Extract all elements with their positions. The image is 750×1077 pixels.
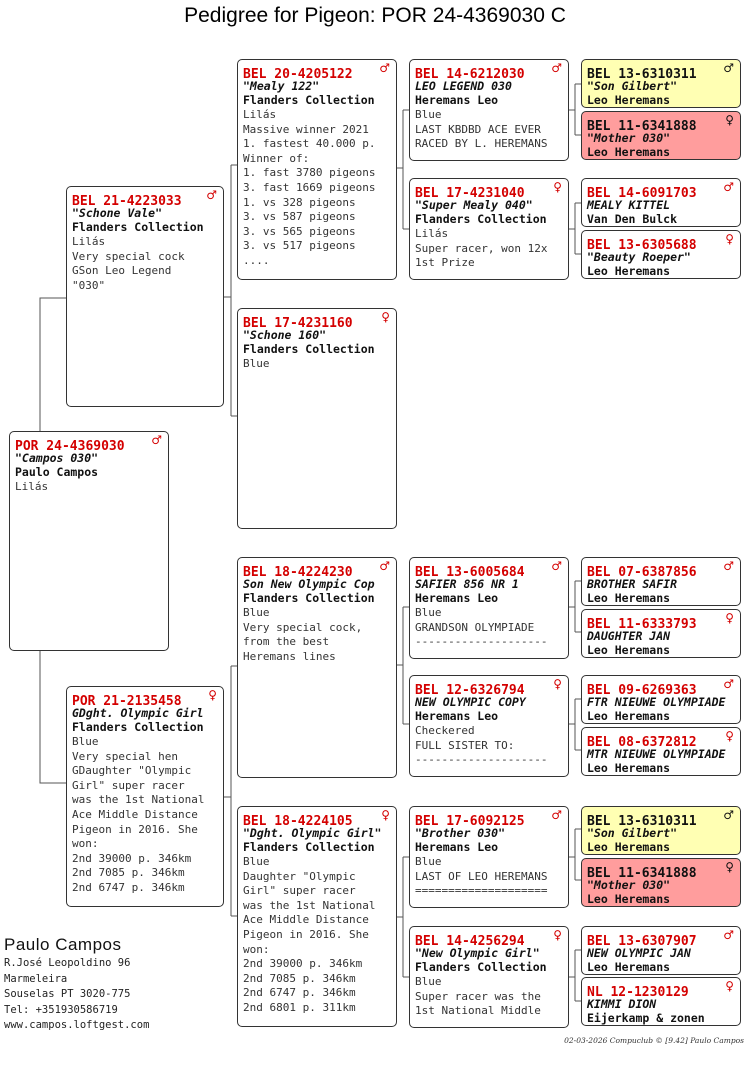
ring-number: NL 12-1230129 [587,985,689,1000]
pigeon-card-gen5-9[interactable] [581,806,741,855]
pigeon-name: "Campos 030" [15,451,99,465]
female-icon: ♀ [725,232,734,246]
pigeon-owner: Flanders Collection [243,591,375,605]
pigeon-card-dd-sire[interactable] [409,806,569,908]
pigeon-card-ss-dam[interactable] [409,178,569,280]
pigeon-note: 2nd 7085 p. 346km [243,971,356,985]
female-icon: ♀ [725,979,734,993]
male-icon: ♂ [551,808,562,822]
pigeon-color: Lilás [15,480,49,493]
pigeon-name: MTR NIEUWE OLYMPIADE [587,747,726,761]
ring-number: BEL 08-6372812 [587,735,697,750]
pigeon-color: Lilás [243,108,277,121]
pigeon-note: .... [243,253,270,267]
breeder-postal: Souselas PT 3020-775 [4,988,131,1000]
pigeon-owner: Leo Heremans [587,264,671,278]
pigeon-note: GSon Leo Legend [72,264,172,278]
pigeon-note: 2nd 39000 p. 346km [243,957,363,971]
pigeon-note: 1. vs 328 pigeons [243,195,356,209]
ring-number: BEL 14-4256294 [415,934,525,949]
pigeon-color: Blue [243,606,270,619]
male-icon: ♂ [723,61,734,75]
pigeon-note: GDaughter "Olympic [72,764,192,778]
pigeon-note: 2nd 6747 p. 346km [243,986,356,1000]
pigeon-card-sire[interactable] [66,186,224,407]
pigeon-card-gen5-1[interactable] [581,59,741,108]
pigeon-note: 3. vs 517 pigeons [243,239,356,253]
pigeon-card-gen5-12[interactable] [581,977,741,1026]
pigeon-color: Blue [415,606,442,619]
pigeon-note: from the best [243,635,330,649]
pigeon-owner: Heremans Leo [415,591,499,605]
pigeon-card-gen5-11[interactable] [581,926,741,975]
pigeon-note: 1st Prize [415,256,475,270]
female-icon: ♀ [725,860,734,874]
pigeon-owner: Flanders Collection [72,220,204,234]
female-icon: ♀ [553,677,562,691]
pigeon-owner: Leo Heremans [587,960,671,974]
pigeon-note: 2nd 39000 p. 346km [72,851,192,865]
pigeon-note: "030" [72,278,106,292]
male-icon: ♂ [379,559,390,573]
pigeon-color: Lilás [72,235,106,248]
male-icon: ♂ [723,180,734,194]
male-icon: ♂ [379,61,390,75]
pigeon-note: Girl" super racer [243,884,356,898]
ring-number: BEL 13-6307907 [587,934,697,949]
pigeon-note: 3. vs 587 pigeons [243,210,356,224]
male-icon: ♂ [206,188,217,202]
pigeon-owner: Leo Heremans [587,643,671,657]
pigeon-owner: Flanders Collection [415,212,547,226]
ring-number: POR 21-2135458 [72,694,182,709]
pigeon-owner: Flanders Collection [72,720,204,734]
pigeon-owner: Leo Heremans [587,93,671,107]
pigeon-note: Ace Middle Distance [72,807,198,821]
pigeon-note: 1st National Middle [415,1004,541,1018]
ring-number: BEL 14-6091703 [587,186,697,201]
pigeon-owner: Flanders Collection [243,342,375,356]
pigeon-color: Blue [72,735,99,748]
female-icon: ♀ [381,808,390,822]
ring-number: BEL 21-4223033 [72,194,182,209]
male-icon: ♂ [723,559,734,573]
pigeon-card-dam[interactable] [66,686,224,907]
pigeon-note: GRANDSON OLYMPIADE [415,620,535,634]
ring-number: BEL 13-6305688 [587,238,697,253]
pigeon-name: SAFIER 856 NR 1 [415,577,519,591]
page-title: Pedigree for Pigeon: POR 24-4369030 C [184,4,566,27]
pigeon-card-gen5-10[interactable] [581,858,741,907]
pigeon-card-gen5-7[interactable] [581,675,741,724]
pigeon-note: -------------------- [415,753,548,767]
ring-number: BEL 09-6269363 [587,683,697,698]
pigeon-note: Pigeon in 2016. She [243,927,369,941]
pigeon-note: 3. fast 1669 pigeons [243,180,376,194]
ring-number: BEL 11-6341888 [587,119,697,134]
pigeon-name: NEW OLYMPIC COPY [415,695,526,709]
pigeon-name: Son New Olympic Cop [243,577,375,591]
pigeon-note: 2nd 6801 p. 311km [243,1000,356,1014]
pigeon-note: 2nd 7085 p. 346km [72,866,185,880]
pigeon-note: Heremans lines [243,649,336,663]
pigeon-note: Winner of: [243,151,310,165]
breeder-name: Paulo Campos [4,935,122,954]
ring-number: BEL 13-6005684 [415,565,525,580]
pigeon-name: "Brother 030" [415,826,506,840]
female-icon: ♀ [553,180,562,194]
pigeon-note: Daughter "Olympic [243,869,356,883]
pigeon-note: 3. vs 565 pigeons [243,224,356,238]
female-icon: ♀ [381,310,390,324]
pigeon-name: "Dght. Olympic Girl" [243,826,382,840]
pigeon-owner: Paulo Campos [15,465,99,479]
male-icon: ♂ [551,559,562,573]
pigeon-name: "Schone Vale" [72,206,163,220]
male-icon: ♂ [723,677,734,691]
ring-number: BEL 13-6310311 [587,814,697,829]
pigeon-name: "Son Gilbert" [587,826,678,840]
pigeon-name: GDght. Olympic Girl [72,706,204,720]
ring-number: BEL 07-6387856 [587,565,697,580]
pigeon-card-gen5-3[interactable] [581,178,741,227]
ring-number: BEL 17-4231160 [243,316,353,331]
pigeon-owner: Flanders Collection [243,93,375,107]
pigeon-owner: Eijerkamp & zonen [587,1011,705,1025]
female-icon: ♀ [725,113,734,127]
pigeon-name: "Schone 160" [243,328,327,342]
pigeon-note: won: [72,837,99,851]
pigeon-name: KIMMI DION [587,997,657,1011]
pigeon-color: Blue [243,855,270,868]
pigeon-note: LAST OF LEO HEREMANS [415,869,548,883]
pigeon-name: "Mealy 122" [243,79,320,93]
male-icon: ♂ [723,808,734,822]
male-icon: ♂ [551,61,562,75]
ring-number: BEL 12-6326794 [415,683,525,698]
pigeon-owner: Leo Heremans [587,840,671,854]
pigeon-card-dam-dam[interactable] [237,806,397,1027]
pigeon-card-ds-sire[interactable] [409,557,569,659]
pigeon-owner: Leo Heremans [587,892,671,906]
pigeon-color: Blue [415,108,442,121]
pigeon-note: Very special cock, [243,620,363,634]
pigeon-name: LEO LEGEND 030 [415,79,512,93]
pigeon-name: BROTHER SAFIR [587,577,678,591]
pigeon-name: "Super Mealy 040" [415,198,533,212]
pigeon-owner: Leo Heremans [587,709,671,723]
pigeon-note: ==================== [415,884,548,898]
breeder-town: Marmeleira [4,972,68,985]
pigeon-owner: Leo Heremans [587,591,671,605]
pigeon-note: Super racer, won 12x [415,241,548,255]
ring-number: BEL 18-4224230 [243,565,353,580]
pigeon-card-gen5-8[interactable] [581,727,741,776]
ring-number: BEL 13-6310311 [587,67,697,82]
female-icon: ♀ [553,928,562,942]
breeder-address: R.José Leopoldino 96 [4,957,131,969]
pigeon-note: Pigeon in 2016. She [72,822,198,836]
pigeon-note: 1. fastest 40.000 p. [243,137,376,151]
pigeon-note: was the 1st National [72,793,205,807]
pigeon-color: Blue [415,975,442,988]
pigeon-note: 1. fast 3780 pigeons [243,166,376,180]
pigeon-note: -------------------- [415,635,548,649]
pigeon-note: was the 1st National [243,898,376,912]
pigeon-color: Lilás [415,227,449,240]
pigeon-card-gen5-4[interactable] [581,230,741,279]
pigeon-name: "Beauty Roeper" [587,250,691,264]
pigeon-owner: Van Den Bulck [587,212,678,226]
pigeon-name: DAUGHTER JAN [587,629,671,643]
breeder-phone: Tel: +351930586719 [4,1003,118,1016]
ring-number: BEL 11-6333793 [587,617,697,632]
breeder-website[interactable]: www.campos.loftgest.com [4,1019,150,1031]
pigeon-name: "Mother 030" [587,131,671,145]
pigeon-card-ds-dam[interactable] [409,675,569,777]
pigeon-note: Girl" super racer [72,778,185,792]
male-icon: ♂ [723,928,734,942]
ring-number: BEL 11-6341888 [587,866,697,881]
male-icon: ♂ [151,433,162,447]
pigeon-name: NEW OLYMPIC JAN [587,946,691,960]
pigeon-card-dam-sire[interactable] [237,557,397,778]
female-icon: ♀ [725,611,734,625]
pigeon-owner: Leo Heremans [587,145,671,159]
pigeon-note: Massive winner 2021 [243,122,369,136]
pigeon-owner: Heremans Leo [415,709,499,723]
pigeon-card-subject[interactable] [9,431,169,651]
pigeon-owner: Leo Heremans [587,761,671,775]
pigeon-card-ss-sire[interactable] [409,59,569,161]
pigeon-name: "Mother 030" [587,878,671,892]
breeder-contact [4,934,149,1034]
pigeon-name: "Son Gilbert" [587,79,678,93]
pigeon-note: RACED BY L. HEREMANS [415,137,548,151]
pigeon-card-sire-dam[interactable] [237,308,397,529]
female-icon: ♀ [725,729,734,743]
pigeon-name: "New Olympic Girl" [415,946,540,960]
ring-number: BEL 17-6092125 [415,814,525,829]
pigeon-color: Blue [243,357,270,370]
pigeon-card-gen5-6[interactable] [581,609,741,658]
pigeon-note: Super racer was the [415,989,541,1003]
ring-number: BEL 20-4205122 [243,67,353,82]
pigeon-note: Very special cock [72,249,185,263]
pigeon-note: FULL SISTER TO: [415,738,515,752]
pigeon-note: won: [243,942,270,956]
female-icon: ♀ [208,688,217,702]
pigeon-color: Checkered [415,724,475,737]
pigeon-note: 2nd 6747 p. 346km [72,880,185,894]
pigeon-name: FTR NIEUWE OLYMPIADE [587,695,726,709]
ring-number: BEL 14-6212030 [415,67,525,82]
pigeon-card-gen5-2[interactable] [581,111,741,160]
pigeon-note: Very special hen [72,749,178,763]
ring-number: POR 24-4369030 [15,439,125,454]
pigeon-card-sire-sire[interactable] [237,59,397,280]
pigeon-owner: Heremans Leo [415,840,499,854]
pigeon-note: Ace Middle Distance [243,913,369,927]
pigeon-owner: Heremans Leo [415,93,499,107]
ring-number: BEL 17-4231040 [415,186,525,201]
footer-credit: 02-03-2026 Compuclub © [9.42] Paulo Campos [564,1036,744,1045]
pigeon-name: MEALY KITTEL [587,198,671,212]
pigeon-card-gen5-5[interactable] [581,557,741,606]
pigeon-owner: Flanders Collection [415,960,547,974]
pigeon-note: LAST KBDBD ACE EVER [415,122,541,136]
pigeon-card-dd-dam[interactable] [409,926,569,1028]
ring-number: BEL 18-4224105 [243,814,353,829]
pigeon-color: Blue [415,855,442,868]
pigeon-owner: Flanders Collection [243,840,375,854]
